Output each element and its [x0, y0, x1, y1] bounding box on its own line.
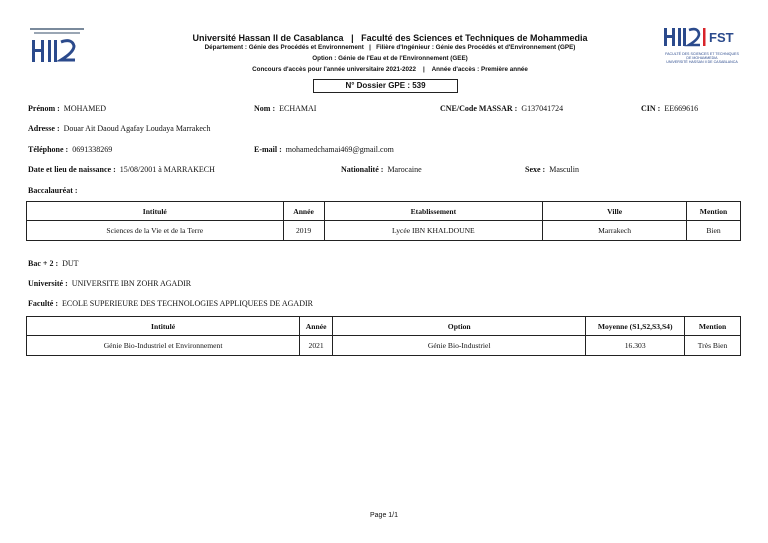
cell-annee: 2019: [283, 221, 324, 241]
cell-intitule: Sciences de la Vie et de la Terre: [27, 221, 284, 241]
university-logo: [28, 26, 86, 70]
header-title: Université Hassan II de Casablanca | Faculté des Sciences et Techniques de Mohammedia: [192, 33, 588, 43]
bac2-table: [26, 316, 741, 356]
col-option: Option: [333, 317, 586, 336]
nom-field: Nom : ECHAMAI: [254, 104, 317, 113]
cin-field: CIN : EE669616: [641, 104, 699, 113]
cell-mention: Très Bien: [685, 336, 741, 356]
cell-intitule: Génie Bio-Industriel et Environnement: [27, 336, 300, 356]
col-etablissement: Etablissement: [324, 202, 543, 221]
svg-text:FST: FST: [709, 30, 734, 45]
adresse-field: Adresse : Douar Ait Daoud Agafay Loudaya Marrakech: [28, 124, 211, 133]
telephone-field: Téléphone : 0691338269: [28, 145, 113, 154]
col-mention: Mention: [687, 202, 741, 221]
col-intitule: Intitulé: [27, 317, 300, 336]
cell-ville: Marrakech: [543, 221, 687, 241]
cell-annee: 2021: [300, 336, 333, 356]
sexe-field: Sexe : Masculin: [525, 165, 579, 174]
cell-mention: Bien: [687, 221, 741, 241]
faculte-field: Faculté : ECOLE SUPERIEURE DES TECHNOLOGIES APPLIQUEES DE AGADIR: [28, 299, 313, 308]
cne-field: CNE/Code MASSAR : G137041724: [440, 104, 564, 113]
bac-table: [26, 201, 741, 241]
cell-moyenne: 16.303: [586, 336, 685, 356]
fst-logo-sub3: UNIVERSITÉ HASSAN II DE CASABLANCA: [666, 60, 738, 65]
table-header-row: [27, 202, 741, 221]
dossier-number: N° Dossier GPE : 539: [313, 79, 458, 93]
header-department: Département : Génie des Procédés et Environnement | Filière d'Ingénieur : Génie des Procédés et d'Environnement (GPE): [204, 44, 576, 51]
fst-logo: [662, 26, 742, 66]
nationalite-field: Nationalité : Marocaine: [341, 165, 422, 174]
col-mention: Mention: [685, 317, 741, 336]
col-annee: Année: [283, 202, 324, 221]
table-row: [27, 336, 741, 356]
bac-label: Baccalauréat :: [28, 186, 78, 195]
col-annee: Année: [300, 317, 333, 336]
page-number: Page 1/1: [369, 512, 399, 519]
cell-option: Génie Bio-Industriel: [333, 336, 586, 356]
prenom-field: Prénom : MOHAMED: [28, 104, 106, 113]
col-intitule: Intitulé: [27, 202, 284, 221]
cell-etablissement: Lycée IBN KHALDOUNE: [324, 221, 543, 241]
fst-logo-sub1: FACULTÉ DES SCIENCES ET TECHNIQUES: [665, 52, 739, 56]
naissance-field: Date et lieu de naissance : 15/08/2001 à MARRAKECH: [28, 165, 215, 174]
bac2-field: Bac + 2 : DUT: [28, 259, 79, 268]
fst-logo-sub2: DE MOHAMMEDIA: [686, 56, 718, 61]
col-ville: Ville: [543, 202, 687, 221]
header-option: Option : Génie de l'Eau et de l'Environnement (GEE): [312, 55, 468, 62]
table-row: [27, 221, 741, 241]
col-moyenne: Moyenne (S1,S2,S3,S4): [586, 317, 685, 336]
header-concours: Concours d'accès pour l'année universitaire 2021-2022 | Année d'accès : Première année: [252, 66, 528, 73]
email-field: E-mail : mohamedchamai469@gmail.com: [254, 145, 394, 154]
universite-field: Université : UNIVERSITE IBN ZOHR AGADIR: [28, 279, 192, 288]
table-header-row: [27, 317, 741, 336]
